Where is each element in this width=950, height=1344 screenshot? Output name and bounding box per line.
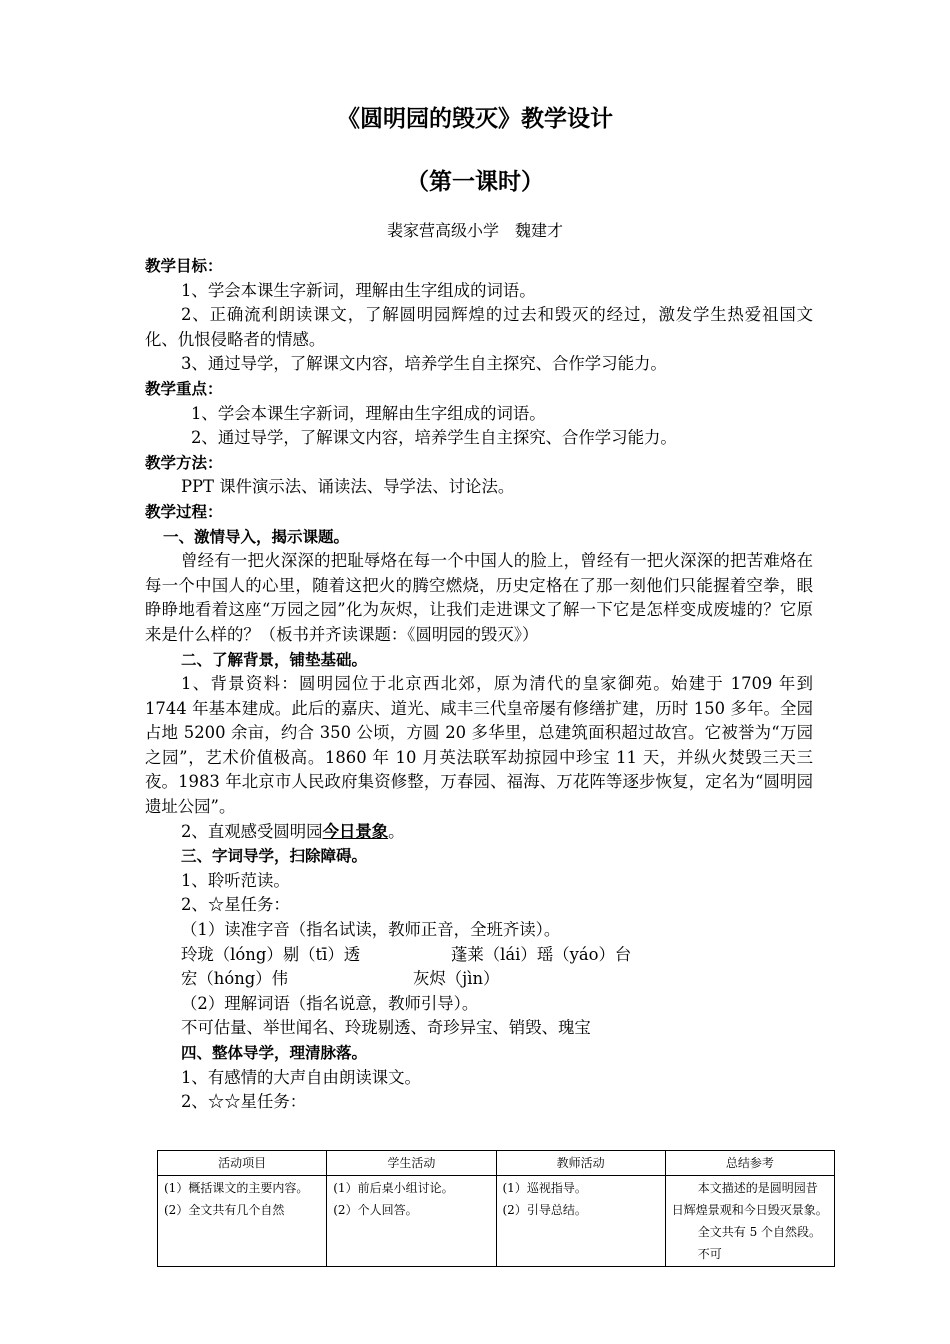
objective-item-1: 1、学会本课生字新词，理解由生字组成的词语。 bbox=[181, 280, 536, 300]
author-name: 魏建才 bbox=[515, 221, 564, 240]
section-4-heading: 四、整体导学，理清脉落。 bbox=[181, 1044, 368, 1062]
key-point-item-2: 2、通过导学，了解课文内容，培养学生自主探究、合作学习能力。 bbox=[191, 428, 677, 448]
vocabulary-words: 不可估量、举世闻名、玲珑剔透、奇珍异宝、销毁、瑰宝 bbox=[181, 1018, 591, 1038]
table-cell-summary: 本文描述的是圆明园昔日辉煌景观和今日毁灭景象。 全文共有 5 个自然段。不可 bbox=[665, 1176, 834, 1267]
section-2-item-2: 2、直观感受圆明园今日景象。 bbox=[181, 821, 405, 841]
today-scene-link[interactable]: 今日景象 bbox=[322, 821, 389, 841]
table-header-cell: 教师活动 bbox=[496, 1151, 665, 1176]
section-1-heading: 一、激情导入，揭示课题。 bbox=[163, 527, 350, 546]
document-body bbox=[145, 254, 813, 1115]
section-3-item-2: 2、☆星任务： bbox=[181, 895, 290, 915]
section-4-item-2: 2、☆☆星任务： bbox=[181, 1092, 307, 1112]
methods-text: PPT 课件演示法、诵读法、导学法、讨论法。 bbox=[181, 477, 515, 497]
document-title: 《圆明园的毁灭》教学设计 bbox=[337, 106, 613, 132]
author-line bbox=[0, 218, 950, 241]
pinyin-row-2: 宏（hóng）伟 灰烬（jìn） bbox=[181, 969, 500, 989]
author-school: 裴家营高级小学 bbox=[386, 221, 499, 240]
objective-item-3: 3、通过导学，了解课文内容，培养学生自主探究、合作学习能力。 bbox=[181, 354, 667, 374]
pinyin-row-1: 玲珑（lóng）剔（tī）透 蓬莱（lái）瑶（yáo）台 bbox=[181, 944, 632, 964]
table-header-cell: 活动项目 bbox=[158, 1151, 327, 1176]
section-4-item-1: 1、有感情的大声自由朗读课文。 bbox=[181, 1067, 421, 1087]
section-2-text: 1、背景资料：圆明园位于北京西北郊，原为清代的皇家御苑。始建于 1709 年到 1744 年基本建成。此后的嘉庆、道光、咸丰三代皇帝屡有修缮扩建，历时 150 多年。全园占地 5200 余亩，约合 350 公顷，方圆 20 多华里，总建筑面积超过故宫。它被誉为“万园之园”，艺术价值极高。1860 年 10 月英法联军劫掠园中珍宝 11 天，并纵火焚毁三天三夜。1983 年北京市人民政府集资修整，万春园、福海、万花阵等逐步恢复，定名为“圆明园遗址公园”。 bbox=[145, 674, 813, 817]
key-point-item-1: 1、学会本课生字新词，理解由生字组成的词语。 bbox=[191, 403, 546, 423]
table-header-row bbox=[158, 1151, 835, 1176]
section-3-item-1: 1、聆听范读。 bbox=[181, 870, 290, 890]
objectives-heading: 教学目标： bbox=[145, 257, 223, 275]
process-heading: 教学过程： bbox=[145, 502, 223, 521]
section-2-heading: 二、了解背景，铺垫基础。 bbox=[181, 650, 368, 669]
methods-heading: 教学方法： bbox=[145, 453, 223, 472]
table-cell-teacher: (1）巡视指导。 (2）引导总结。 bbox=[496, 1176, 665, 1267]
section-3-heading: 三、字词导学，扫除障碍。 bbox=[181, 847, 368, 866]
objective-item-2: 2、正确流利朗读课文，了解圆明园辉煌的过去和毁灭的经过，激发学生热爱祖国文化、仇恨侵略者的情感。 bbox=[145, 305, 813, 349]
table-header-cell: 学生活动 bbox=[327, 1151, 496, 1176]
section-1-text: 曾经有一把火深深的把耻辱烙在每一个中国人的脸上，曾经有一把火深深的把苦难烙在每一个中国人的心里，随着这把火的腾空燃烧，历史定格在了那一刻他们只能握着空拳，眼睁睁地看着这座“万园之园”化为灰烬，让我们走进课文了解一下它是怎样变成废墟的？它原来是什么样的？（板书并齐读课题：《圆明园的毁灭》） bbox=[145, 551, 813, 644]
key-points-heading: 教学重点： bbox=[145, 379, 223, 398]
table-cell-activity: (1）概括课文的主要内容。 (2）全文共有几个自然 bbox=[158, 1176, 327, 1267]
document-subtitle: （第一课时） bbox=[406, 169, 544, 195]
task-table bbox=[157, 1150, 835, 1267]
table-header-cell: 总结参考 bbox=[665, 1151, 834, 1176]
section-3-sub-1: （1）读准字音（指名试读，教师正音，全班齐读）。 bbox=[181, 920, 561, 940]
table-cell-student: (1）前后桌小组讨论。 (2）个人回答。 bbox=[327, 1176, 496, 1267]
table-row bbox=[158, 1176, 835, 1267]
section-3-sub-2: （2）理解词语（指名说意，教师引导）。 bbox=[181, 993, 479, 1013]
